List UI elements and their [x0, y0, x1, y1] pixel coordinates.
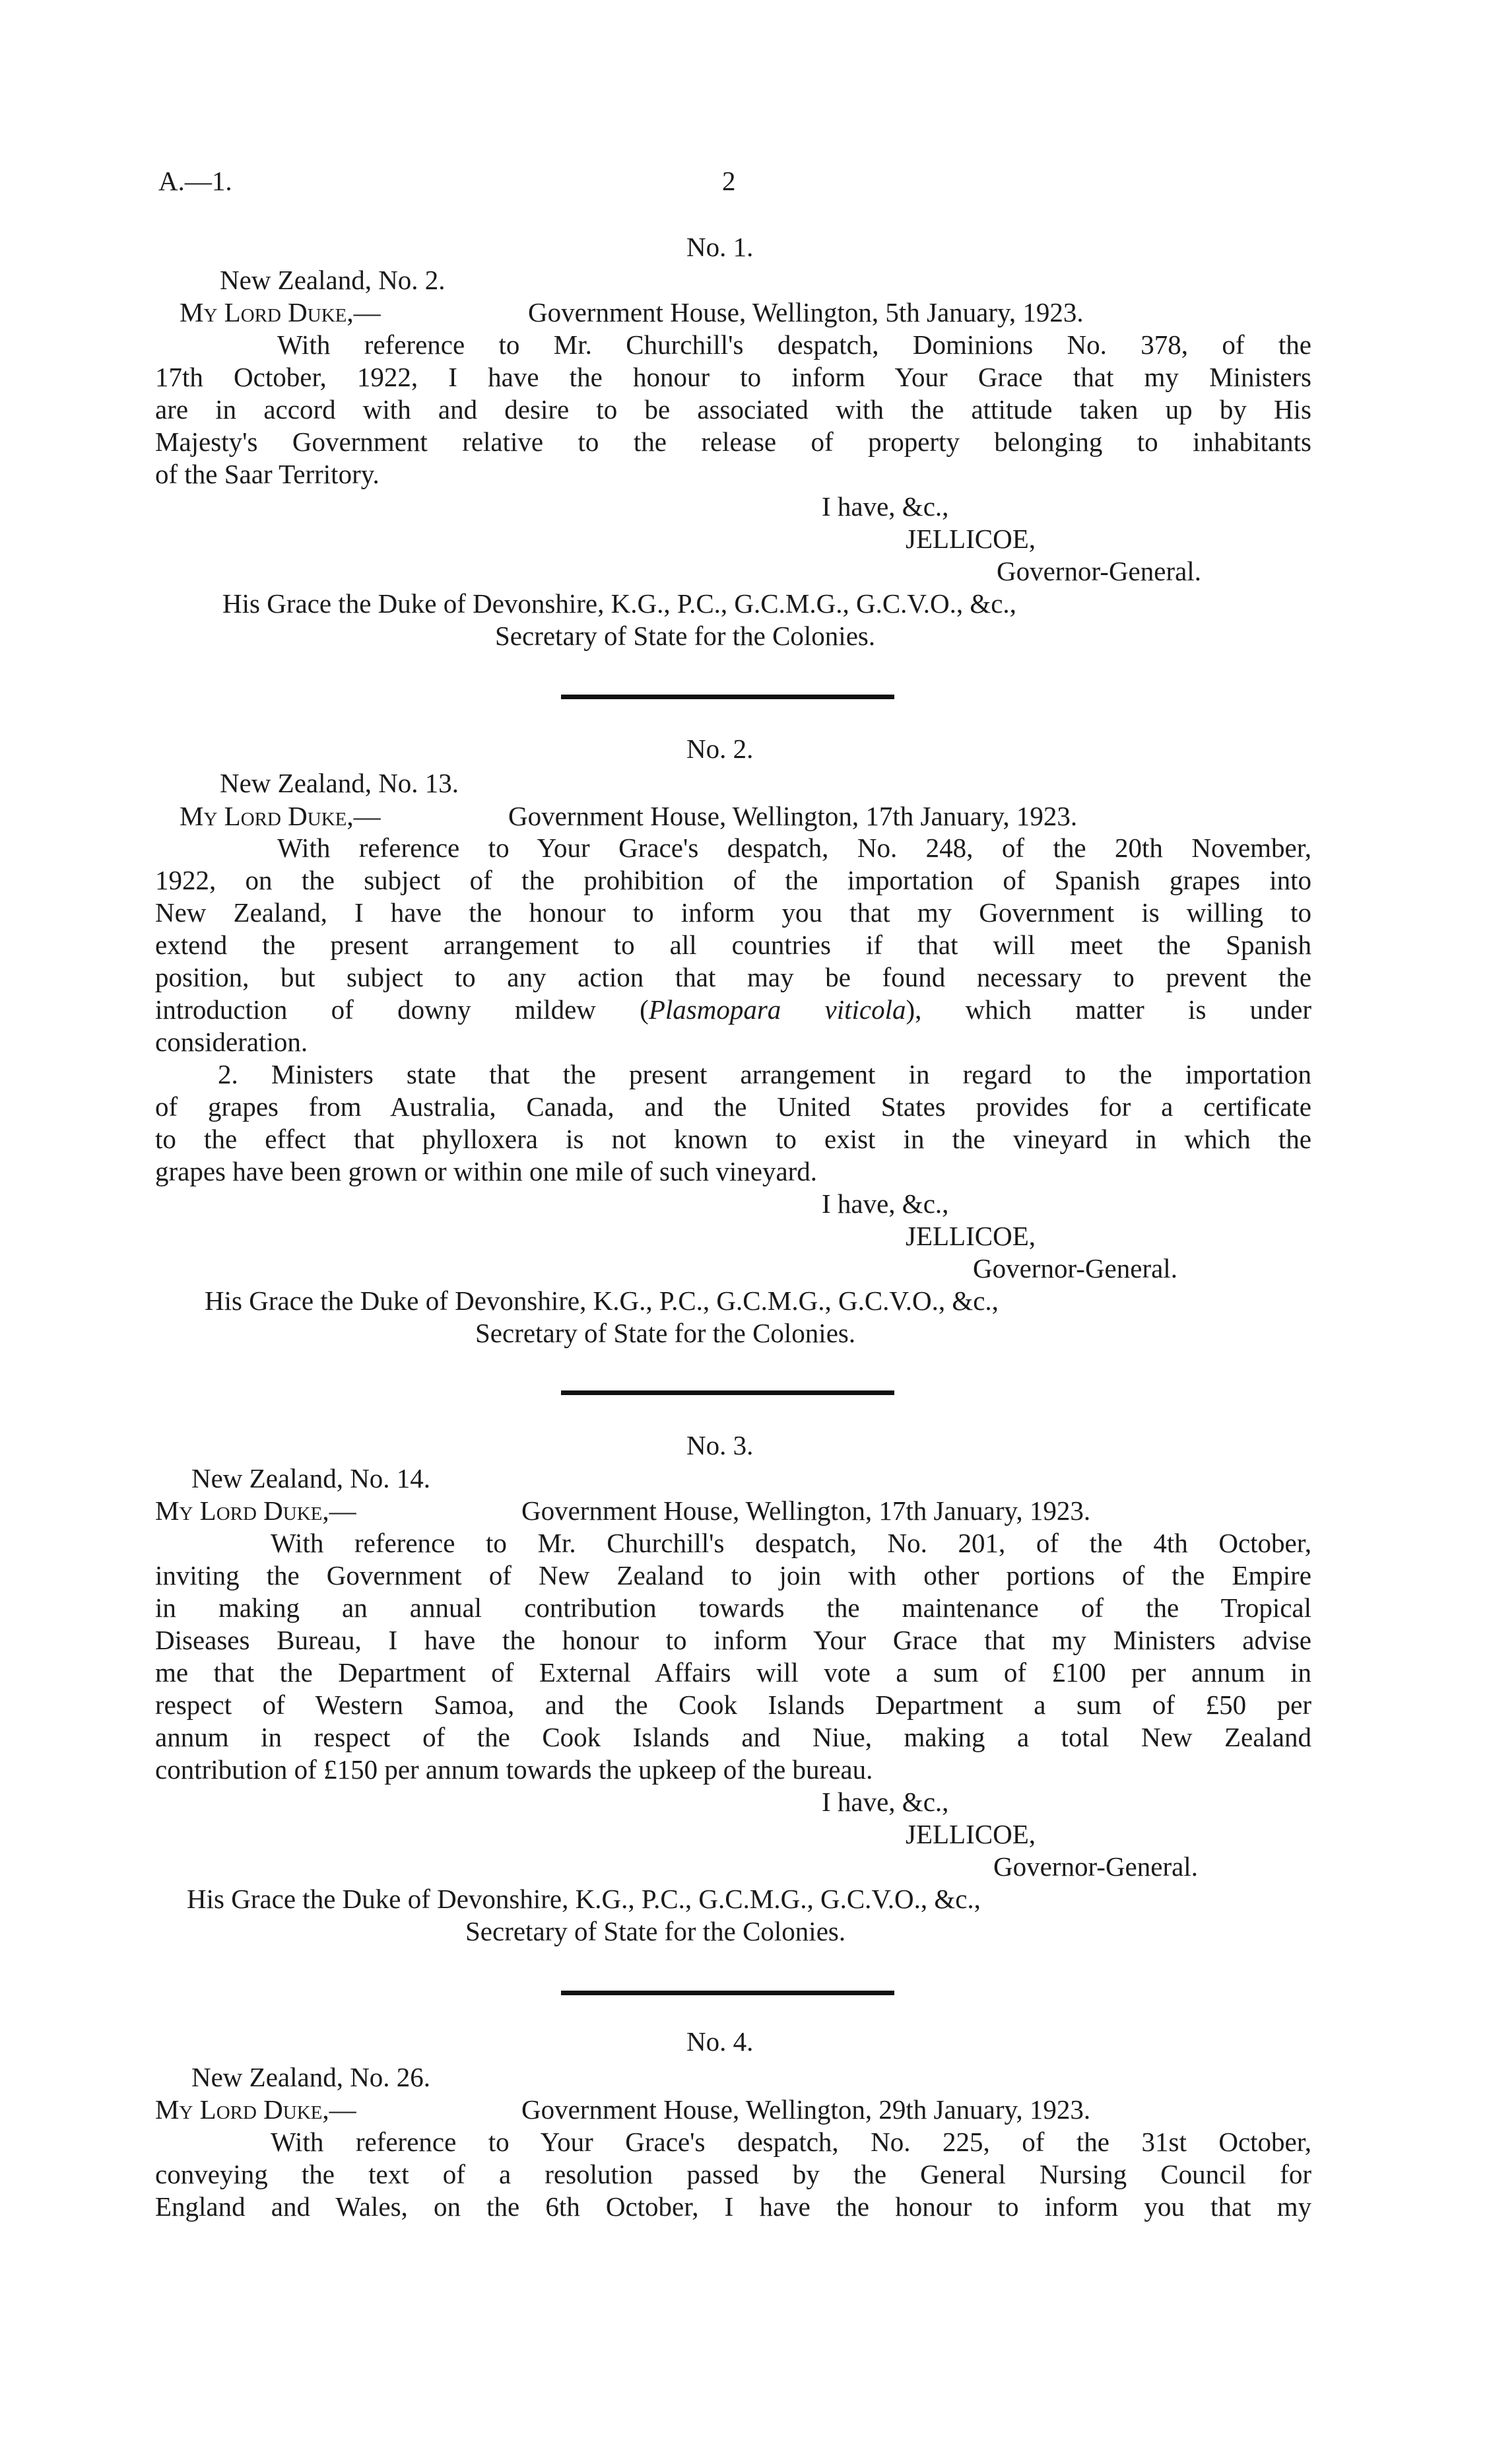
body-line: With reference to Your Grace's despatch, No. 225, of the 31st October,: [271, 2127, 1311, 2157]
despatch-number: No. 4.: [686, 2026, 754, 2057]
body-line: With reference to Mr. Churchill's despatch, No. 201, of the 4th October,: [271, 1528, 1311, 1558]
body-line: contribution of £150 per annum towards the upkeep of the bureau.: [155, 1754, 873, 1785]
despatch-number: No. 1.: [686, 232, 754, 262]
place-date: Government House, Wellington, 29th January, 1923.: [521, 2094, 1091, 2125]
body-line: England and Wales, on the 6th October, I have the honour to inform you that my: [155, 2191, 1311, 2222]
despatch-number: No. 3.: [686, 1430, 754, 1460]
body-line: conveying the text of a resolution passed by the General Nursing Council for: [155, 2159, 1311, 2189]
body-line: grapes have been grown or within one mile of such vineyard.: [155, 1156, 818, 1186]
body-line: in making an annual contribution towards the maintenance of the Tropical: [155, 1592, 1311, 1623]
body-line: With reference to Your Grace's despatch, No. 248, of the 20th November,: [277, 833, 1311, 863]
body-line: annum in respect of the Cook Islands and Niue, making a total New Zealand: [155, 1722, 1311, 1752]
signatory-title: Governor-General.: [993, 1851, 1198, 1882]
signatory-name: JELLICOE,: [906, 1819, 1036, 1849]
body-line: Majesty's Government relative to the release of property belonging to inhabitants: [155, 427, 1311, 457]
addressee-line: His Grace the Duke of Devonshire, K.G., P.C., G.C.M.G., G.C.V.O., &c.,: [222, 588, 1016, 619]
sign-off-have: I have, &c.,: [822, 1188, 949, 1219]
body-line: 1922, on the subject of the prohibition of the importation of Spanish grapes into: [155, 865, 1311, 895]
body-line: consideration.: [155, 1027, 308, 1057]
nz-reference: New Zealand, No. 13.: [220, 768, 459, 798]
signatory-name: JELLICOE,: [906, 524, 1036, 554]
section-divider: [561, 1991, 894, 1995]
body-line: are in accord with and desire to be associated with the attitude taken up by His: [155, 394, 1311, 425]
body-line: to the effect that phylloxera is not known to exist in the vineyard in which the: [155, 1124, 1311, 1154]
addressee-office: Secretary of State for the Colonies.: [495, 621, 876, 651]
salutation: My Lord Duke,—: [155, 2094, 356, 2125]
addressee-office: Secretary of State for the Colonies.: [475, 1318, 856, 1348]
place-date: Government House, Wellington, 5th January, 1923.: [528, 297, 1084, 327]
nz-reference: New Zealand, No. 2.: [220, 265, 446, 295]
body-line: 2. Ministers state that the present arrangement in regard to the importation: [218, 1059, 1311, 1089]
section-divider: [561, 695, 894, 699]
addressee-line: His Grace the Duke of Devonshire, K.G., P.C., G.C.M.G., G.C.V.O., &c.,: [187, 1884, 981, 1914]
nz-reference: New Zealand, No. 14.: [191, 1463, 431, 1493]
place-date: Government House, Wellington, 17th January, 1923.: [508, 801, 1078, 831]
section-divider: [561, 1390, 894, 1395]
salutation: My Lord Duke,—: [155, 1495, 356, 1526]
nz-reference: New Zealand, No. 26.: [191, 2062, 431, 2092]
despatch-number: No. 2.: [686, 734, 754, 764]
signatory-title: Governor-General.: [997, 556, 1201, 586]
signatory-name: JELLICOE,: [906, 1221, 1036, 1251]
place-date: Government House, Wellington, 17th January, 1923.: [521, 1495, 1091, 1526]
body-line: position, but subject to any action that may be found necessary to prevent the: [155, 962, 1311, 992]
species-name: Plasmopara viticola: [648, 994, 906, 1025]
addressee-office: Secretary of State for the Colonies.: [465, 1916, 846, 1946]
body-line: With reference to Mr. Churchill's despatch, Dominions No. 378, of the: [277, 329, 1311, 360]
body-line: inviting the Government of New Zealand to join with other portions of the Empire: [155, 1560, 1311, 1591]
body-line: New Zealand, I have the honour to inform you that my Government is willing to: [155, 897, 1311, 928]
body-line: me that the Department of External Affairs will vote a sum of £100 per annum in: [155, 1657, 1311, 1688]
body-line: 17th October, 1922, I have the honour to inform Your Grace that my Ministers: [155, 362, 1311, 392]
signatory-title: Governor-General.: [973, 1253, 1177, 1283]
salutation: My Lord Duke,—: [180, 297, 381, 327]
body-line: introduction of downy mildew (Plasmopara viticola), which matter is under: [155, 994, 1311, 1025]
sign-off-have: I have, &c.,: [822, 491, 949, 522]
addressee-line: His Grace the Duke of Devonshire, K.G., P.C., G.C.M.G., G.C.V.O., &c.,: [205, 1285, 999, 1316]
page-number: 2: [722, 166, 736, 196]
body-line: of the Saar Territory.: [155, 459, 380, 489]
body-line: extend the present arrangement to all countries if that will meet the Spanish: [155, 930, 1311, 960]
salutation: My Lord Duke,—: [180, 801, 381, 831]
body-line: respect of Western Samoa, and the Cook Islands Department a sum of £50 per: [155, 1690, 1311, 1720]
page-reference: A.—1.: [158, 166, 232, 196]
sign-off-have: I have, &c.,: [822, 1787, 949, 1817]
body-line: Diseases Bureau, I have the honour to inform Your Grace that my Ministers advise: [155, 1625, 1311, 1655]
body-line: of grapes from Australia, Canada, and the United States provides for a certificate: [155, 1091, 1311, 1122]
